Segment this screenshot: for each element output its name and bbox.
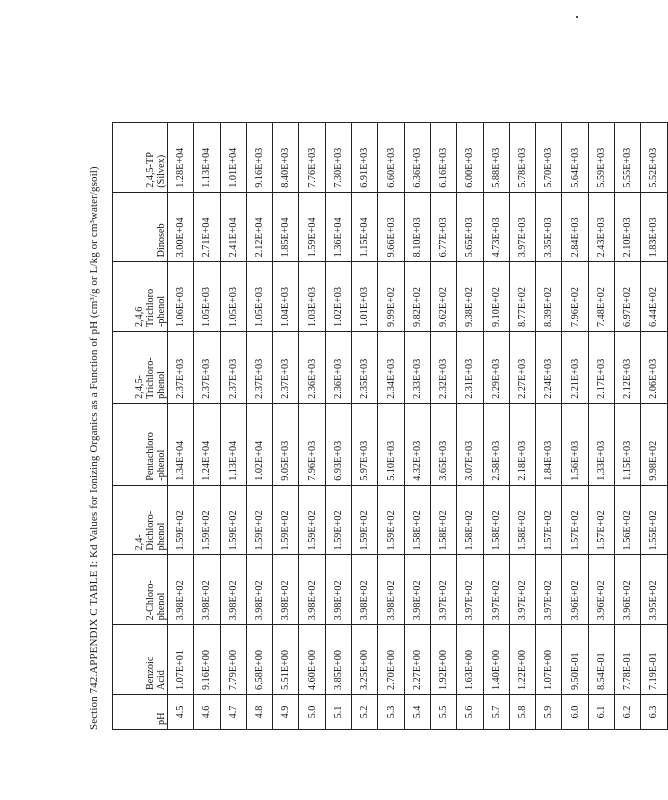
- kd-value-cell: 9.62E+02: [430, 262, 456, 332]
- column-header-line: pH: [156, 712, 167, 725]
- table-caption: Section 742.APPENDIX C TABLE I: Kd Values for Ionizing Organics as a Function of pH (cm³/g or L/kg or cm³water/gsoil): [88, 166, 100, 730]
- kd-value-cell: 2.41E+04: [220, 192, 246, 262]
- kd-value-cell: 2.37E+03: [246, 332, 272, 404]
- column-header-line: phenol: [156, 592, 167, 621]
- kd-value-cell: 5.10E+03: [378, 403, 404, 485]
- ph-cell: 6.0: [562, 695, 588, 730]
- kd-value-cell: 8.54E-01: [588, 625, 614, 695]
- kd-value-cell: 1.57E+02: [536, 485, 562, 555]
- kd-value-cell: 9.16E+03: [246, 123, 272, 193]
- kd-value-cell: 1.15E+04: [352, 192, 378, 262]
- kd-value-cell: 2.10E+03: [615, 192, 641, 262]
- kd-value-cell: 9.82E+02: [404, 262, 430, 332]
- kd-value-cell: 1.57E+02: [562, 485, 588, 555]
- kd-value-cell: 6.77E+03: [430, 192, 456, 262]
- kd-value-cell: 6.91E+03: [352, 123, 378, 193]
- kd-value-cell: 3.98E+02: [273, 555, 299, 625]
- kd-value-cell: 1.59E+02: [168, 485, 194, 555]
- kd-value-cell: 3.98E+02: [299, 555, 325, 625]
- kd-value-cell: 1.28E+04: [168, 123, 194, 193]
- column-header-line: (Silvex): [156, 154, 167, 188]
- kd-value-cell: 5.59E+03: [588, 123, 614, 193]
- column-header: [113, 123, 168, 193]
- kd-value-cell: 1.84E+03: [536, 403, 562, 485]
- kd-value-cell: 5.88E+03: [483, 123, 509, 193]
- kd-value-cell: 6.36E+03: [404, 123, 430, 193]
- column-header-line: phenol: [156, 522, 167, 551]
- kd-value-cell: 1.07E+01: [168, 625, 194, 695]
- table-row: [220, 123, 246, 730]
- kd-value-cell: 2.37E+03: [273, 332, 299, 404]
- ph-cell: 5.2: [352, 695, 378, 730]
- column-header: [113, 332, 168, 404]
- kd-value-cell: 1.59E+02: [352, 485, 378, 555]
- ph-cell: 5.8: [509, 695, 535, 730]
- kd-value-cell: 2.71E+04: [194, 192, 220, 262]
- kd-value-cell: 2.17E+03: [588, 332, 614, 404]
- kd-value-cell: 8.40E+03: [273, 123, 299, 193]
- ph-cell: 4.9: [273, 695, 299, 730]
- kd-value-cell: 2.58E+03: [483, 403, 509, 485]
- kd-value-cell: 1.57E+02: [588, 485, 614, 555]
- page-dot: [576, 16, 578, 18]
- kd-value-cell: 1.58E+02: [509, 485, 535, 555]
- kd-value-cell: 1.59E+02: [378, 485, 404, 555]
- kd-value-cell: 1.01E+03: [352, 262, 378, 332]
- table-row: [378, 123, 404, 730]
- kd-value-cell: 1.56E+02: [615, 485, 641, 555]
- kd-value-cell: 3.95E+02: [641, 555, 667, 625]
- kd-values-table: [112, 122, 668, 730]
- kd-value-cell: 1.59E+02: [220, 485, 246, 555]
- kd-value-cell: 3.65E+03: [430, 403, 456, 485]
- ph-cell: 4.8: [246, 695, 272, 730]
- kd-value-cell: 5.70E+03: [536, 123, 562, 193]
- kd-value-cell: 1.15E+03: [615, 403, 641, 485]
- kd-value-cell: 2.18E+03: [509, 403, 535, 485]
- kd-value-cell: 6.58E+00: [246, 625, 272, 695]
- table-row: [430, 123, 456, 730]
- table-row: [273, 123, 299, 730]
- column-header-line: 2,4-: [134, 534, 145, 551]
- kd-value-cell: 1.05E+03: [246, 262, 272, 332]
- kd-value-cell: 7.76E+03: [299, 123, 325, 193]
- column-header: [113, 555, 168, 625]
- column-header: [113, 192, 168, 262]
- kd-value-cell: 1.58E+02: [404, 485, 430, 555]
- kd-value-cell: 9.38E+02: [457, 262, 483, 332]
- ph-cell: 5.4: [404, 695, 430, 730]
- kd-value-cell: 1.58E+02: [483, 485, 509, 555]
- ph-cell: 5.1: [325, 695, 351, 730]
- kd-value-cell: 9.98E+02: [641, 403, 667, 485]
- kd-value-cell: 1.36E+04: [325, 192, 351, 262]
- table-row: [483, 123, 509, 730]
- header-row: [113, 123, 168, 730]
- kd-value-cell: 8.77E+02: [509, 262, 535, 332]
- kd-value-cell: 1.58E+02: [457, 485, 483, 555]
- kd-value-cell: 2.27E+03: [509, 332, 535, 404]
- kd-value-cell: 1.92E+00: [430, 625, 456, 695]
- kd-value-cell: 2.27E+00: [404, 625, 430, 695]
- kd-value-cell: 2.37E+03: [194, 332, 220, 404]
- kd-value-cell: 4.60E+00: [299, 625, 325, 695]
- kd-value-cell: 6.60E+03: [378, 123, 404, 193]
- kd-value-cell: 3.98E+02: [168, 555, 194, 625]
- table-row: [536, 123, 562, 730]
- table-row: [168, 123, 194, 730]
- table-row: [325, 123, 351, 730]
- kd-value-cell: 3.98E+02: [325, 555, 351, 625]
- kd-value-cell: 1.55E+02: [641, 485, 667, 555]
- kd-value-cell: 5.52E+03: [641, 123, 667, 193]
- kd-value-cell: 3.98E+02: [378, 555, 404, 625]
- kd-value-cell: 3.98E+02: [220, 555, 246, 625]
- kd-value-cell: 3.97E+02: [509, 555, 535, 625]
- kd-value-cell: 1.07E+00: [536, 625, 562, 695]
- kd-value-cell: 2.33E+03: [404, 332, 430, 404]
- kd-value-cell: 1.59E+02: [246, 485, 272, 555]
- kd-value-cell: 9.50E-01: [562, 625, 588, 695]
- ph-cell: 4.6: [194, 695, 220, 730]
- kd-value-cell: 5.64E+03: [562, 123, 588, 193]
- table-row: [509, 123, 535, 730]
- ph-cell: 6.1: [588, 695, 614, 730]
- kd-value-cell: 1.59E+02: [299, 485, 325, 555]
- kd-value-cell: 1.03E+03: [299, 262, 325, 332]
- kd-value-cell: 6.44E+02: [641, 262, 667, 332]
- kd-value-cell: 6.97E+02: [615, 262, 641, 332]
- kd-value-cell: 1.63E+00: [457, 625, 483, 695]
- kd-value-cell: 3.07E+03: [457, 403, 483, 485]
- kd-value-cell: 7.30E+03: [325, 123, 351, 193]
- column-header-line: Pentachloro: [145, 432, 156, 481]
- kd-value-cell: 3.96E+02: [615, 555, 641, 625]
- kd-value-cell: 4.32E+03: [404, 403, 430, 485]
- kd-value-cell: 5.78E+03: [509, 123, 535, 193]
- kd-value-cell: 3.35E+03: [536, 192, 562, 262]
- column-header-line: Acid: [156, 670, 167, 690]
- ph-cell: 6.2: [615, 695, 641, 730]
- kd-value-cell: 1.02E+04: [246, 403, 272, 485]
- kd-value-cell: 1.34E+04: [168, 403, 194, 485]
- kd-value-cell: 2.31E+03: [457, 332, 483, 404]
- kd-value-cell: 9.99E+02: [378, 262, 404, 332]
- column-header: [113, 625, 168, 695]
- ph-cell: 4.7: [220, 695, 246, 730]
- kd-value-cell: 6.16E+03: [430, 123, 456, 193]
- column-header-line: 2,4,5-: [134, 375, 145, 399]
- kd-value-cell: 3.98E+02: [352, 555, 378, 625]
- table-row: [562, 123, 588, 730]
- kd-value-cell: 3.97E+02: [536, 555, 562, 625]
- kd-value-cell: 1.33E+03: [588, 403, 614, 485]
- kd-value-cell: 2.12E+04: [246, 192, 272, 262]
- column-header-line: Dichloro-: [145, 510, 156, 551]
- kd-value-cell: 1.40E+00: [483, 625, 509, 695]
- kd-value-cell: 2.32E+03: [430, 332, 456, 404]
- kd-value-cell: 5.51E+00: [273, 625, 299, 695]
- kd-value-cell: 1.59E+02: [194, 485, 220, 555]
- table-row: [194, 123, 220, 730]
- kd-value-cell: 3.96E+02: [588, 555, 614, 625]
- table-row: [246, 123, 272, 730]
- column-header-line: Benzoic: [145, 656, 156, 690]
- ph-cell: 5.0: [299, 695, 325, 730]
- kd-value-cell: 8.10E+03: [404, 192, 430, 262]
- table-row: [404, 123, 430, 730]
- kd-value-cell: 1.02E+03: [325, 262, 351, 332]
- ph-cell: 5.7: [483, 695, 509, 730]
- kd-value-cell: 5.55E+03: [615, 123, 641, 193]
- kd-value-cell: 2.43E+03: [588, 192, 614, 262]
- kd-value-cell: 1.58E+02: [430, 485, 456, 555]
- kd-value-cell: 2.84E+03: [562, 192, 588, 262]
- kd-value-cell: 3.98E+02: [194, 555, 220, 625]
- kd-value-cell: 1.22E+00: [509, 625, 535, 695]
- kd-value-cell: 2.29E+03: [483, 332, 509, 404]
- ph-cell: 5.5: [430, 695, 456, 730]
- kd-value-cell: 9.05E+03: [273, 403, 299, 485]
- kd-value-cell: 1.06E+03: [168, 262, 194, 332]
- kd-value-cell: 5.97E+03: [352, 403, 378, 485]
- table-body: [168, 123, 668, 730]
- kd-value-cell: 3.97E+03: [509, 192, 535, 262]
- kd-value-cell: 3.96E+02: [562, 555, 588, 625]
- kd-value-cell: 1.05E+03: [194, 262, 220, 332]
- column-header: [113, 262, 168, 332]
- kd-value-cell: 7.78E-01: [615, 625, 641, 695]
- kd-value-cell: 3.97E+02: [430, 555, 456, 625]
- kd-value-cell: 7.79E+00: [220, 625, 246, 695]
- column-header-line: 2-Chloro-: [145, 580, 156, 621]
- kd-value-cell: 3.85E+00: [325, 625, 351, 695]
- table-row: [615, 123, 641, 730]
- kd-value-cell: 1.59E+02: [273, 485, 299, 555]
- kd-value-cell: 6.93E+03: [325, 403, 351, 485]
- kd-value-cell: 7.48E+02: [588, 262, 614, 332]
- kd-value-cell: 8.39E+02: [536, 262, 562, 332]
- table-row: [299, 123, 325, 730]
- kd-value-cell: 2.70E+00: [378, 625, 404, 695]
- kd-value-cell: 3.98E+02: [246, 555, 272, 625]
- column-header: [113, 403, 168, 485]
- column-header-line: -phenol: [156, 449, 167, 481]
- kd-value-cell: 1.24E+04: [194, 403, 220, 485]
- column-header-line: Dinoseb: [156, 223, 167, 258]
- kd-value-cell: 1.13E+04: [220, 403, 246, 485]
- kd-value-cell: 9.10E+02: [483, 262, 509, 332]
- kd-value-cell: 1.59E+04: [299, 192, 325, 262]
- ph-cell: 4.5: [168, 695, 194, 730]
- kd-value-cell: 6.00E+03: [457, 123, 483, 193]
- kd-value-cell: 1.83E+03: [641, 192, 667, 262]
- column-header: [113, 695, 168, 730]
- kd-value-cell: 2.36E+03: [325, 332, 351, 404]
- table-row: [588, 123, 614, 730]
- column-header-line: Trichloro-: [145, 357, 156, 399]
- kd-value-cell: 7.19E-01: [641, 625, 667, 695]
- kd-value-cell: 5.65E+03: [457, 192, 483, 262]
- kd-value-cell: 7.96E+02: [562, 262, 588, 332]
- table-row: [457, 123, 483, 730]
- kd-value-cell: 2.37E+03: [168, 332, 194, 404]
- column-header: [113, 485, 168, 555]
- kd-value-cell: 3.97E+02: [457, 555, 483, 625]
- kd-value-cell: 1.85E+04: [273, 192, 299, 262]
- kd-value-cell: 1.56E+03: [562, 403, 588, 485]
- kd-value-cell: 2.34E+03: [378, 332, 404, 404]
- column-header-line: Trichloro: [145, 288, 156, 327]
- kd-value-cell: 2.35E+03: [352, 332, 378, 404]
- kd-value-cell: 1.05E+03: [220, 262, 246, 332]
- ph-cell: 5.9: [536, 695, 562, 730]
- table-row: [641, 123, 667, 730]
- column-header-line: 2,4,6: [134, 306, 145, 327]
- kd-value-cell: 1.04E+03: [273, 262, 299, 332]
- kd-value-cell: 3.25E+00: [352, 625, 378, 695]
- kd-value-cell: 2.21E+03: [562, 332, 588, 404]
- table-row: [352, 123, 378, 730]
- kd-value-cell: 1.01E+04: [220, 123, 246, 193]
- kd-value-cell: 2.37E+03: [220, 332, 246, 404]
- kd-value-cell: 2.12E+03: [615, 332, 641, 404]
- column-header-line: 2,4,5-TP: [145, 152, 156, 188]
- ph-cell: 6.3: [641, 695, 667, 730]
- kd-value-cell: 4.73E+03: [483, 192, 509, 262]
- kd-value-cell: 2.24E+03: [536, 332, 562, 404]
- table-header: [113, 123, 168, 730]
- kd-value-cell: 9.66E+03: [378, 192, 404, 262]
- kd-value-cell: 9.16E+00: [194, 625, 220, 695]
- column-header-line: -phenol: [156, 295, 167, 327]
- kd-value-cell: 3.98E+02: [404, 555, 430, 625]
- column-header-line: phenol: [156, 371, 167, 399]
- kd-value-cell: 2.36E+03: [299, 332, 325, 404]
- ph-cell: 5.6: [457, 695, 483, 730]
- ph-cell: 5.3: [378, 695, 404, 730]
- kd-value-cell: 3.97E+02: [483, 555, 509, 625]
- kd-value-cell: 1.59E+02: [325, 485, 351, 555]
- kd-value-cell: 3.00E+04: [168, 192, 194, 262]
- kd-value-cell: 7.96E+03: [299, 403, 325, 485]
- kd-value-cell: 1.13E+04: [194, 123, 220, 193]
- kd-value-cell: 2.06E+03: [641, 332, 667, 404]
